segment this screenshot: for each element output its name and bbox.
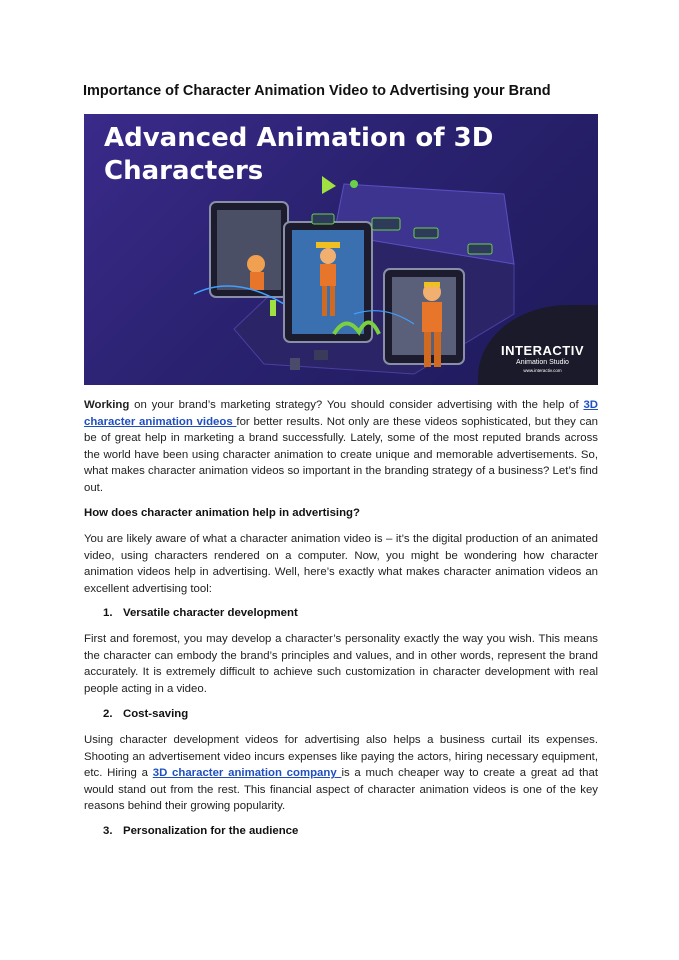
- cost-text-1: Using character development videos for advertising also helps a business curtail its expenses. Shooting an advertisement video incurs expenses like paying the actors, hiring necessary equipment, etc. Hiring a: [84, 734, 598, 780]
- list-item-paragraph: [84, 732, 598, 815]
- banner-image: [84, 114, 598, 385]
- intro-text-2: for better results. Not only are these videos sophisticated, but they can be of great help in marketing a brand successfully. Lately, some of the most reputed brands across the world have been using character animation to create unique and memorable advertisements. So, what makes character animation videos so important in the branding strategy of a business? Let’s find out.: [84, 415, 598, 494]
- list-number: 3.: [103, 825, 113, 837]
- center-monitor: [284, 222, 372, 342]
- banner-title-line2: Characters: [104, 156, 264, 186]
- page-title: Importance of Character Animation Video to Advertising your Brand: [83, 83, 551, 99]
- intro-lead: Working: [84, 399, 130, 411]
- cost-text-2: is a much cheaper way to create a great ad that would stand out from the rest. This financial aspect of character animation videos is one of the key reasons behind their growing popularity.: [84, 767, 598, 813]
- logo-url: www.interactiv.com: [523, 368, 562, 373]
- 3d-character-animation-videos-link[interactable]: 3D character animation videos: [84, 399, 598, 428]
- logo-subtitle: Animation Studio: [516, 359, 569, 366]
- 3d-character-animation-company-link[interactable]: 3D character animation company: [152, 767, 342, 780]
- list-number: 2.: [103, 708, 113, 720]
- studio-logo: [501, 343, 584, 373]
- list-heading-text: Cost-saving: [123, 708, 189, 720]
- section-heading: How does character animation help in advertising?: [84, 507, 360, 519]
- intro-paragraph: [84, 397, 598, 497]
- logo-name: INTERACTIV: [501, 343, 584, 358]
- list-item-paragraph: First and foremost, you may develop a character’s personality exactly the way you wish. This means the character can embody the brand’s principles and values, and in other words, represent the brand accurately. It is extremely difficult to achieve such customization in character development with real people acting in a video.: [84, 633, 598, 695]
- intro-text-1: on your brand’s marketing strategy? You should consider advertising with the help of: [129, 399, 584, 411]
- banner-title-line1: Advanced Animation of 3D: [104, 123, 494, 153]
- list-heading-text: Versatile character development: [123, 607, 298, 619]
- list-heading-text: Personalization for the audience: [123, 825, 299, 837]
- left-monitor: [210, 202, 288, 297]
- list-number: 1.: [103, 607, 113, 619]
- section-paragraph: You are likely aware of what a character animation video is – it’s the digital production of an animated video, using characters rendered on a computer. Now, you might be wondering how character animation videos help in advertising. Well, here’s exactly what makes character animation videos an excellent advertising tool:: [84, 533, 598, 595]
